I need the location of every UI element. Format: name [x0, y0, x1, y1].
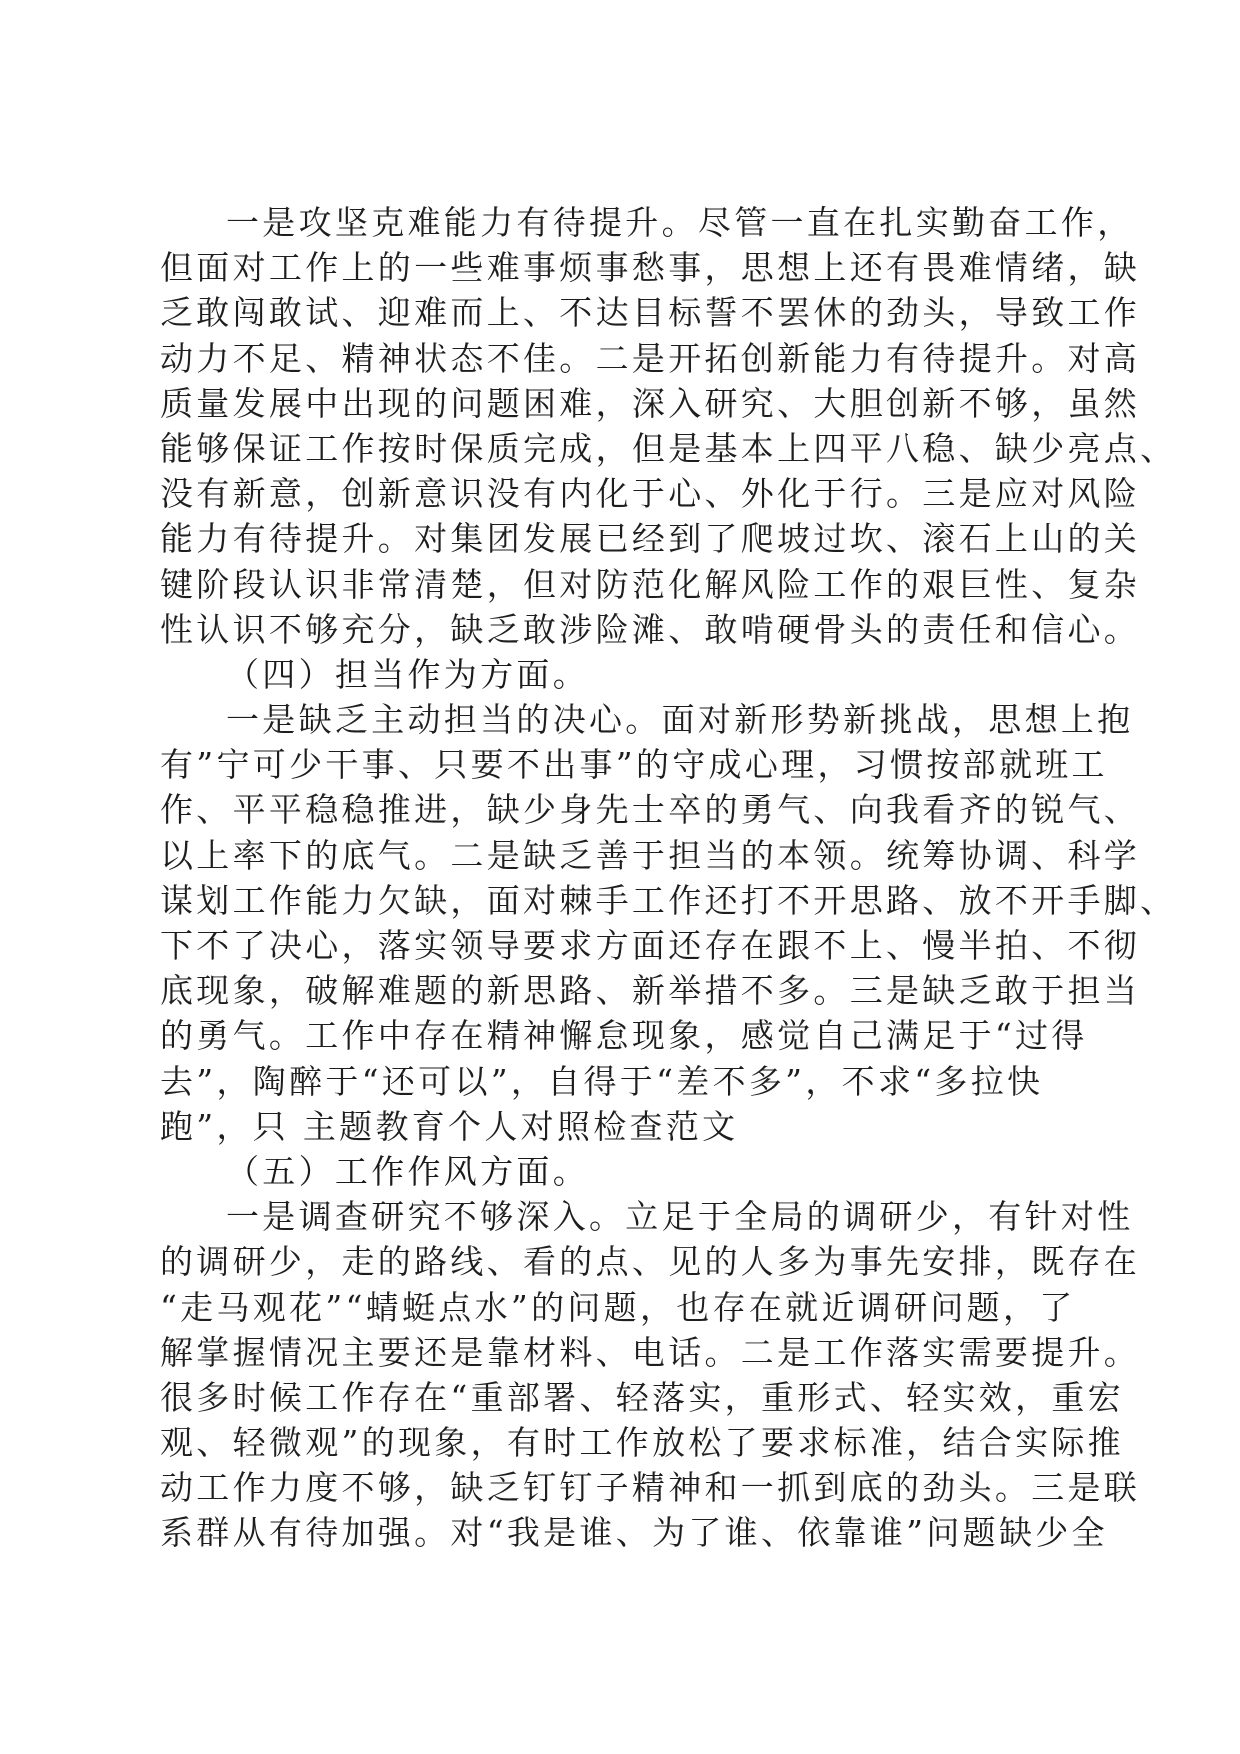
paragraph-line: 一是攻坚克难能力有待提升。尽管一直在扎实勤奋工作，	[226, 203, 1134, 242]
paragraph-line: 以上率下的底气。二是缺乏善于担当的本领。统筹协调、科学	[160, 835, 1141, 875]
paragraph-line: 系群从有待加强。对“我是谁、为了谁、依靠谁”问题缺少全	[160, 1513, 1108, 1553]
paragraph-line: 没有新意，创新意识没有内化于心、外化于行。三是应对风险	[160, 474, 1141, 514]
paragraph-line: 跑”，只 主题教育个人对照检查范文	[160, 1106, 739, 1146]
paragraph-line: 动力不足、精神状态不佳。二是开拓创新能力有待提升。对高	[160, 338, 1141, 378]
paragraph-line: 动工作力度不够，缺乏钉钉子精神和一抓到底的劲头。三是联	[160, 1468, 1141, 1508]
paragraph-line: 去”，陶醉于“还可以”，自得于“差不多”，不求“多拉快	[160, 1061, 1044, 1101]
paragraph-line: 性认识不够充分，缺乏敢涉险滩、敢啃硬骨头的责任和信心。	[160, 609, 1141, 649]
paragraph-line: 谋划工作能力欠缺，面对棘手工作还打不开思路、放不开手脚、	[160, 880, 1177, 920]
paragraph-line: “走马观花”“蜻蜓点水”的问题，也存在就近调研问题，了	[160, 1287, 1076, 1327]
paragraph-line: 一是缺乏主动担当的决心。面对新形势新挑战，思想上抱	[226, 700, 1134, 740]
paragraph-line: 观、轻微观”的现象，有时工作放松了要求标准，结合实际推	[160, 1423, 1124, 1463]
paragraph-line: 作、平平稳稳推进，缺少身先士卒的勇气、向我看齐的锐气、	[160, 790, 1141, 830]
paragraph-line: 的调研少，走的路线、看的点、见的人多为事先安排，既存在	[160, 1242, 1141, 1282]
paragraph-line: 一是调查研究不够深入。立足于全局的调研少，有针对性	[226, 1197, 1134, 1237]
section-heading: （五）工作作风方面。	[226, 1151, 589, 1191]
paragraph-line: 能够保证工作按时保质完成，但是基本上四平八稳、缺少亮点、	[160, 428, 1177, 468]
paragraph-line: 键阶段认识非常清楚，但对防范化解风险工作的艰巨性、复杂	[160, 564, 1141, 604]
paragraph-line: 解掌握情况主要还是靠材料、电话。二是工作落实需要提升。	[160, 1332, 1141, 1372]
paragraph-line: 但面对工作上的一些难事烦事愁事，思想上还有畏难情绪，缺	[160, 248, 1141, 288]
paragraph-line: 能力有待提升。对集团发展已经到了爬坡过坎、滚石上山的关	[160, 519, 1141, 559]
paragraph-line: 乏敢闯敢试、迎难而上、不达目标誓不罢休的劲头，导致工作	[160, 293, 1141, 333]
document-body	[160, 200, 1177, 1556]
paragraph-line: 下不了决心，落实领导要求方面还存在跟不上、慢半拍、不彻	[160, 926, 1141, 965]
paragraph-line: 底现象，破解难题的新思路、新举措不多。三是缺乏敢于担当	[160, 971, 1141, 1011]
paragraph-line: 质量发展中出现的问题困难，深入研究、大胆创新不够，虽然	[160, 383, 1141, 423]
section-heading: （四）担当作为方面。	[226, 654, 589, 694]
paragraph-line: 的勇气。工作中存在精神懈怠现象，感觉自己满足于“过得	[160, 1016, 1088, 1056]
paragraph-line: 很多时候工作存在“重部署、轻落实，重形式、轻实效，重宏	[160, 1377, 1124, 1417]
paragraph-line: 有”宁可少干事、只要不出事”的守成心理，习惯按部就班工	[160, 745, 1108, 785]
